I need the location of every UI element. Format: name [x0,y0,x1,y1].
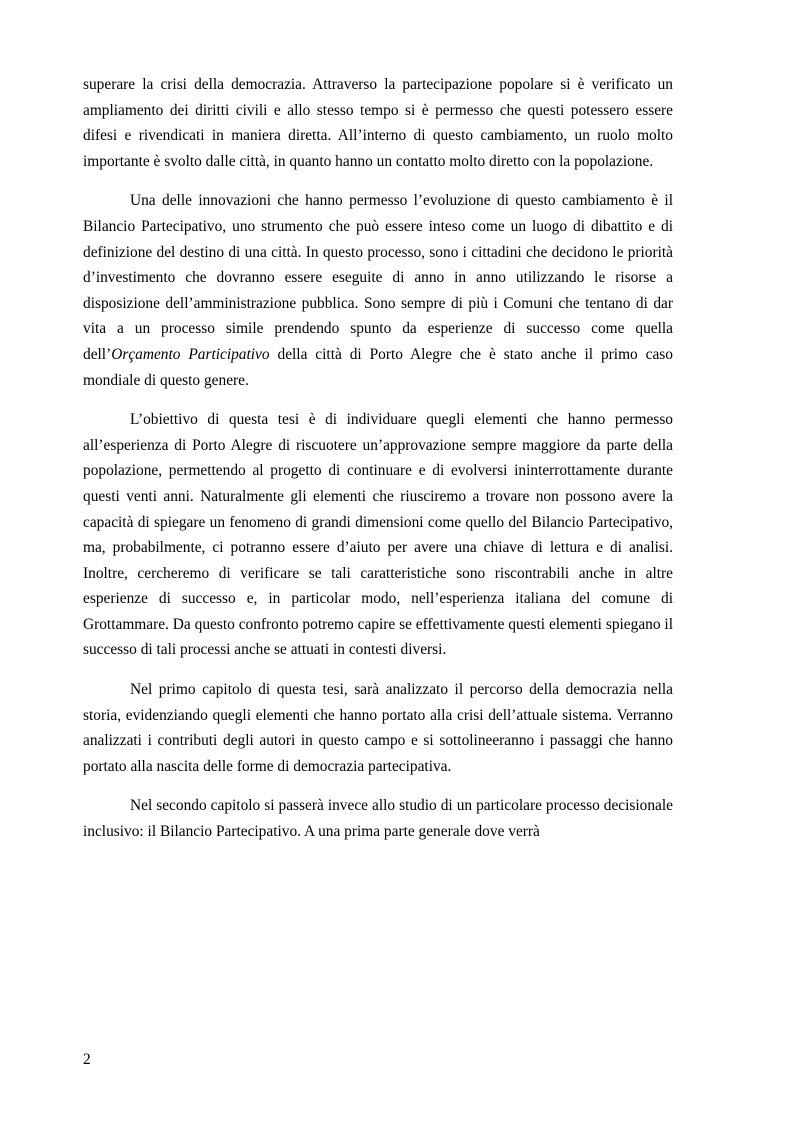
document-body [83,72,673,859]
page-number: 2 [83,1051,91,1068]
paragraph-2-italic-term: Orçamento Participativo [111,345,270,363]
paragraph-4: Nel primo capitolo di questa tesi, sarà analizzato il percorso della democrazia nella storia, evidenziando quegli elementi che hanno portato alla crisi dell’attuale sistema. Verranno analizzati i contributi degli autori in questo campo e si sottolineeranno i passaggi che hanno portato alla nascita delle forme di democrazia partecipativa. [83,681,673,775]
paragraph-2-text-after: della città di Porto Alegre che è stato anche il primo caso mondiale di questo genere. [83,345,673,389]
paragraph-2-text-before: Una delle innovazioni che hanno permesso l’evoluzione di questo cambiamento è il Bilancio Partecipativo, uno strumento che può essere inteso come un luogo di dibattito e di definizione del destino di una città. In questo processo, sono i cittadini che decidono le priorità d’investimento che dovranno essere eseguite di anno in anno utilizzando le risorse a disposizione dell’amministrazione pubblica. Sono sempre di più i Comuni che tentano di dar vita a un processo simile prendendo spunto da esperienze di successo come quella dell’ [83,192,673,363]
paragraph-5: Nel secondo capitolo si passerà invece allo studio di un particolare processo decisionale inclusivo: il Bilancio Partecipativo. A una prima parte generale dove verrà [83,797,673,841]
paragraph-2 [83,188,673,393]
paragraph-3: L’obiettivo di questa tesi è di individuare quegli elementi che hanno permesso all’esperienza di Porto Alegre di riscuotere un’approvazione sempre maggiore da parte della popolazione, permettendo al progetto di continuare e di evolversi ininterrottamente durante questi venti anni. Naturalmente gli elementi che riusciremo a trovare non possono avere la capacità di spiegare un fenomeno di grandi dimensioni come quello del Bilancio Partecipativo, ma, probabilmente, ci potranno essere d’aiuto per avere una chiave di lettura e di analisi. Inoltre, cercheremo di verificare se tali caratteristiche sono riscontrabili anche in altre esperienze di successo e, in particolar modo, nell’esperienza italiana del comune di Grottammare. Da questo confronto potremo capire se effettivamente questi elementi spiegano il successo di tali processi anche se attuati in contesti diversi. [83,411,673,659]
paragraph-1: superare la crisi della democrazia. Attraverso la partecipazione popolare si è verificato un ampliamento dei diritti civili e allo stesso tempo si è permesso che questi potessero essere difesi e rivendicati in maniera diretta. All’interno di questo cambiamento, un ruolo molto importante è svolto dalle città, in quanto hanno un contatto molto diretto con la popolazione. [83,76,673,170]
